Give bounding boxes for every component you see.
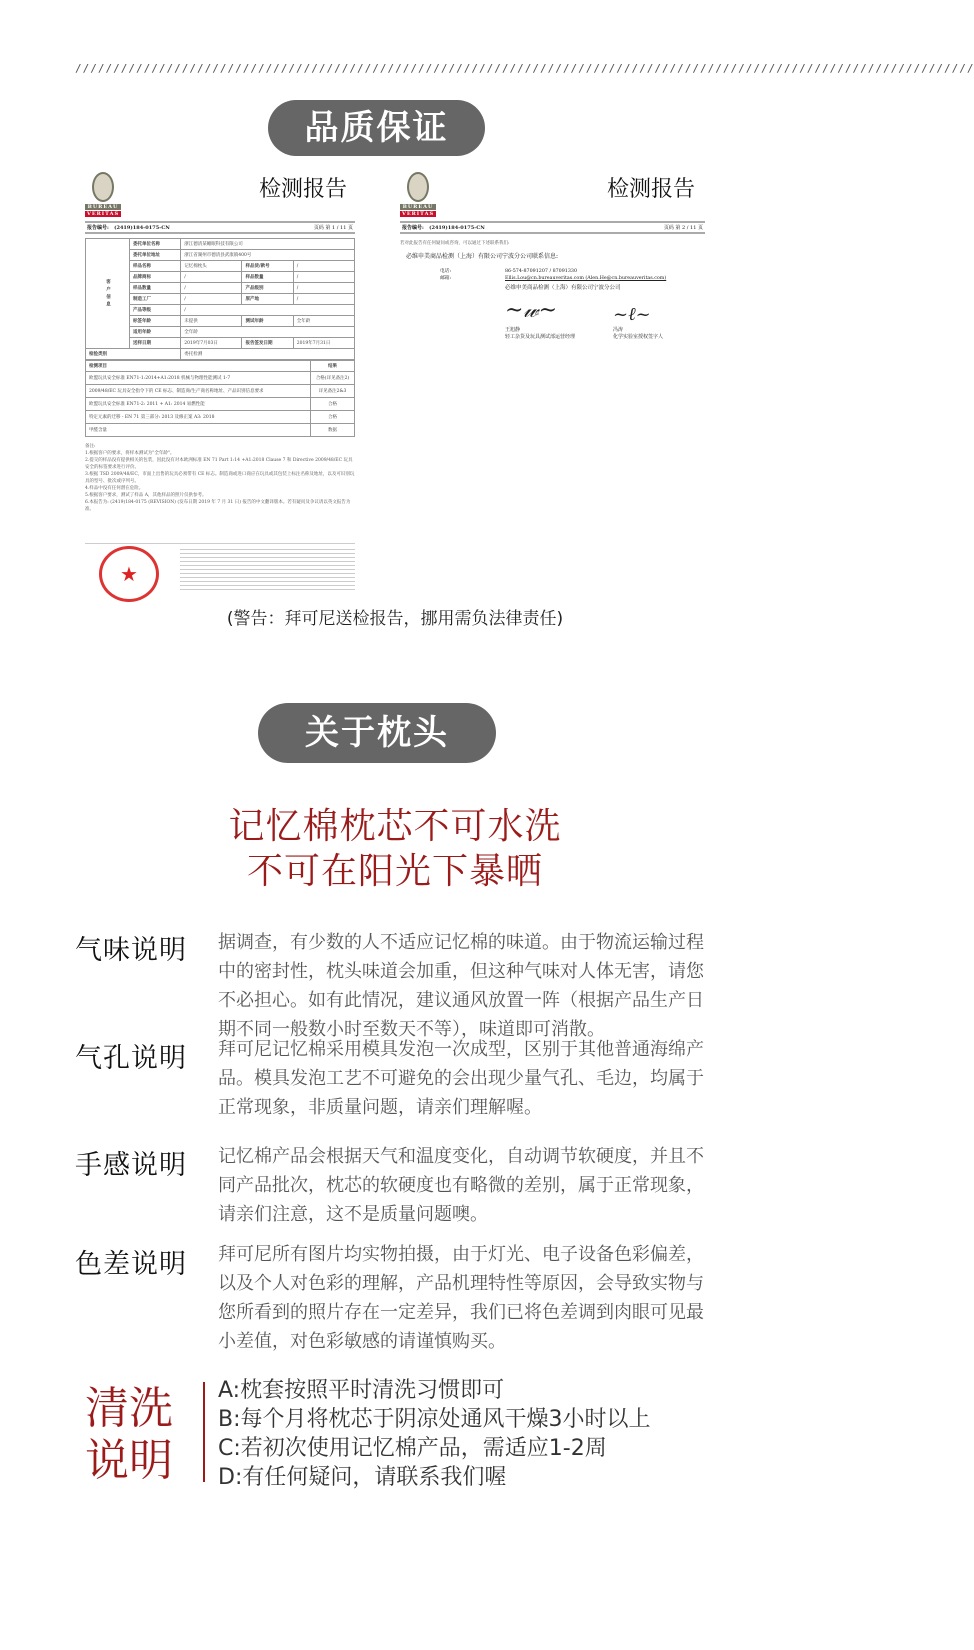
- section-label-odor: 气味说明: [75, 935, 187, 966]
- text-line: 期不同一般数小时至数天不等），味道即可消散。: [218, 1019, 605, 1040]
- section-text-color: [218, 1240, 718, 1356]
- company-contact-heading: 必维申美商品检测（上海）有限公司宁波分公司联系信息:: [406, 253, 559, 260]
- report-title: 检测报告: [258, 177, 347, 202]
- client-info-table: 客户信息 委托单位名称 浙江德清某睡眠科技有限公司 委托单位地址 浙江省湖州市德清县武康镇400号 样品名称 记忆棉枕头 样品货/款号 / 品牌商标 / 样品数量 / 样品数量 / 产品级别 / 制造工厂 / 原产地 / 产品等级 / 标签年龄 未提供 测试年龄 全年龄 适用年龄 全年龄 送样日期 2019年7月03日 报告签发日期 2019年7月31日 检验类别 委托检测: [85, 238, 355, 360]
- cleaning-item: A:枕套按照平时清洗习惯即可: [218, 1378, 505, 1403]
- report-warning: (警告：拜可尼送检报告，挪用需负法律责任): [226, 609, 564, 629]
- cleaning-item: C:若初次使用记忆棉产品，需适应1-2周: [218, 1436, 607, 1461]
- text-line: 以及个人对色彩的理解，产品机理特性等原因，会导致实物与: [218, 1273, 704, 1294]
- section-text-feel: [218, 1142, 718, 1229]
- bureau-veritas-logo: BUREAU VERITAS: [85, 172, 121, 217]
- client-info-row: 送样日期 2019年7月03日 报告签发日期 2019年7月31日: [86, 338, 355, 349]
- section-title-quality: 品质保证: [268, 100, 485, 156]
- text-line: 记忆棉产品会根据天气和温度变化，自动调节软硬度，并且不: [218, 1146, 704, 1167]
- care-warning-1: 记忆棉枕芯不可水洗: [228, 806, 562, 847]
- text-line: 同产品批次，枕芯的软硬度也有略微的差别，属于正常现象，: [218, 1175, 704, 1196]
- report-number-bar: 报告编号: (2419)184-0175-CN 页码 第 2 / 11 页: [400, 221, 705, 234]
- client-info-row: 标签年龄 未提供 测试年龄 全年龄: [86, 316, 355, 327]
- text-line: 拜可尼记忆棉采用模具发泡一次成型，区别于其他普通海绵产: [218, 1039, 704, 1060]
- client-info-row: 样品数量 / 产品级别 /: [86, 283, 355, 294]
- cleaning-item: B:每个月将枕芯于阴凉处通风干燥3小时以上: [218, 1407, 651, 1432]
- client-info-row: 委托单位地址 浙江省湖州市德清县武康镇400号: [86, 250, 355, 261]
- test-item-row: 2009/48/EC 玩具安全指令下的 CE 标志、制造商/生产商名称地址、产品识别信息要求 详见备注2&3: [86, 385, 355, 398]
- test-item-row: 甲醛含量 数据: [86, 424, 355, 437]
- text-line: 不必担心。如有此情况，建议通风放置一阵（根据产品生产日: [218, 990, 704, 1011]
- signatures: ~𝓌~ 王旭静 轻工杂货及玩具测试部运营经理 ~ℓ~ 冯涛 化学实验室授权签字人: [505, 298, 705, 340]
- report-intro: 若对此报告有任何疑问或咨询，可以通过下述联系我们:: [400, 241, 510, 246]
- signature-2: ~ℓ~: [613, 304, 651, 325]
- cleaning-label: 清洗 说明: [85, 1383, 173, 1486]
- section-label-color: 色差说明: [75, 1249, 187, 1280]
- text-line: 拜可尼所有图片均实物拍摄，由于灯光、电子设备色彩偏差，: [218, 1244, 704, 1265]
- report-note: 1.根据客户的要求，将样本测试为"全年龄"。: [85, 451, 175, 456]
- report-note: 备注:: [85, 444, 96, 449]
- care-warning-2: 不可在阳光下暴晒: [246, 851, 543, 892]
- section-label-pores: 气孔说明: [75, 1043, 187, 1074]
- cleaning-items: [218, 1376, 651, 1492]
- text-line: 小差值，对色彩敏感的请谨慎购买。: [218, 1331, 506, 1352]
- section-title-about: 关于枕头: [258, 703, 496, 763]
- text-line: 中的密封性，枕头味道会加重，但这种气味对人体无害，请您: [218, 961, 704, 982]
- cleaning-divider: [203, 1382, 205, 1482]
- test-item-row: 欧盟玩具安全标准 EN71-2: 2011 + A1: 2014 易燃性能 合格: [86, 398, 355, 411]
- report-note: 6.本报告为: (2419)184-0175 (REVISION) (发布日期 2019 年 7 月 31 日) 报告的中文翻译版本。若有疑问及争议请以英文报告为准。: [85, 500, 351, 512]
- report-notes: [85, 443, 355, 513]
- client-info-row: 品牌商标 / 样品数量 /: [86, 272, 355, 283]
- signature-1: ~𝓌~: [505, 298, 558, 323]
- report-note: 5.根据客户要求，测试了样品 A，其他样品的照片仅供参考。: [85, 493, 207, 498]
- client-info-row: 样品名称 记忆棉枕头 样品货/款号 /: [86, 261, 355, 272]
- text-line: 请亲们注意，这不是质量问题噢。: [218, 1204, 488, 1225]
- cleaning-item: D:有任何疑问，请联系我们喔: [218, 1465, 507, 1490]
- decorative-divider: //////////////////////////////////////////////////////////////////////////////////////////////////////////////////////: [75, 62, 974, 75]
- client-info-row: 适用年龄 全年龄: [86, 327, 355, 338]
- text-line: 据调查，有少数的人不适应记忆棉的味道。由于物流运输过程: [218, 932, 704, 953]
- report-number-bar: 报告编号: (2419)184-0175-CN 页码 第 1 / 11 页: [85, 221, 355, 234]
- report-title: 检测报告: [606, 177, 695, 202]
- bureau-veritas-logo: BUREAU VERITAS: [400, 172, 436, 217]
- text-line: 您所看到的照片存在一定差异，我们已将色差调到肉眼可见最: [218, 1302, 704, 1323]
- test-item-row: 欧盟玩具安全标准 EN71-1:2014+A1:2018 机械与物理性能测试 1-7 合格(详见备注2): [86, 372, 355, 385]
- client-info-row: 客户信息 委托单位名称 浙江德清某睡眠科技有限公司: [86, 239, 355, 250]
- test-report-page-2: [400, 172, 705, 362]
- text-line: 正常现象，非质量问题，请亲们理解喔。: [218, 1097, 542, 1118]
- test-items-table: 检测项目 结果 欧盟玩具安全标准 EN71-1:2014+A1:2018 机械与物理性能测试 1-7 合格(详见备注2) 2009/48/EC 玩具安全指令下的 CE 标志、制造商/生产商名称地址、产品识别信息要求 详见备注2&3 欧盟玩具安全标准 EN71-2: 2011 + A1: 2014 易燃性能 合格 特定元素的迁移 - EN 71 第三部分: 2013 及修正案 A3: 2018 合格 甲醛含量 数据: [85, 360, 355, 437]
- section-label-feel: 手感说明: [75, 1150, 187, 1181]
- report-note: 3.根据 TSD 2009/48/EC，市面上出售的玩具必须带有 CE 标志。制造商或进口商应在玩具或其包装上标注名称及地址，以及可识别玩具的型号、批次或序列号。: [85, 472, 355, 484]
- report-note: 4.样品中没有任何潜在危险。: [85, 486, 144, 491]
- footer-fine-print: [180, 546, 355, 592]
- report-footer: [85, 543, 355, 598]
- section-text-odor: [218, 928, 718, 1044]
- official-seal-stamp: ★: [99, 546, 159, 602]
- section-text-pores: [218, 1035, 718, 1122]
- test-report-page-1: [85, 172, 355, 592]
- contact-info: 电话: 邮箱: 86-574-87091207 / 87091330 Ellis.Lou@cn.bureauveritas.com (Alen.He@cn.bureauveritas.com) 必维申美商品检测（上海）有限公司宁波分公司: [440, 269, 667, 291]
- client-info-row: 制造工厂 / 原产地 /: [86, 294, 355, 305]
- test-item-row: 特定元素的迁移 - EN 71 第三部分: 2013 及修正案 A3: 2018 合格: [86, 411, 355, 424]
- report-note: 2.提交的样品没有提供相关的包装，因此没有对本欧洲标准 EN 71 Part 1:14 +A1:2018 Clause 7 和 Directive 2009/48/EC 玩具安全的标签要求进行评价。: [85, 458, 353, 470]
- text-line: 品。模具发泡工艺不可避免的会出现少量气孔、毛边，均属于: [218, 1068, 704, 1089]
- client-info-row: 产品等级 /: [86, 305, 355, 316]
- client-info-side-label: 客户信息: [86, 239, 130, 349]
